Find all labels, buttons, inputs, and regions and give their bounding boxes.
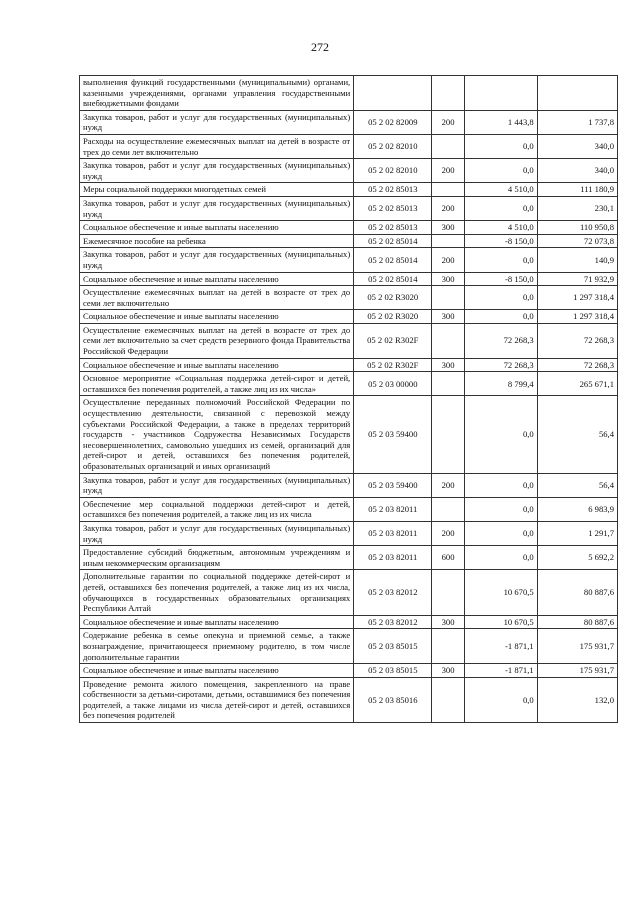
row-amount-change-cell: 0,0 [464,134,537,158]
table-row [80,234,618,248]
row-amount-total-cell: 72 268,3 [537,358,617,372]
row-code-cell: 05 2 02 85013 [354,183,432,197]
row-code-cell: 05 2 02 82010 [354,134,432,158]
row-expense-type-cell [432,570,464,615]
row-amount-total-cell: 175 931,7 [537,664,617,678]
budget-table [79,75,618,723]
table-row [80,358,618,372]
row-amount-total-cell: 1 297 318,4 [537,310,617,324]
row-amount-change-cell: 0,0 [464,159,537,183]
row-name-cell: выполнения функций государственными (муниципальными) органами, казенными учреждениями, органами управления государственными внебюджетными фондами [80,76,354,111]
table-row [80,248,618,272]
row-expense-type-cell [432,372,464,396]
row-code-cell: 05 2 03 59400 [354,473,432,497]
row-name-cell: Закупка товаров, работ и услуг для государственных (муниципальных) нужд [80,196,354,220]
row-name-cell: Закупка товаров, работ и услуг для государственных (муниципальных) нужд [80,248,354,272]
row-amount-change-cell: -1 871,1 [464,629,537,664]
table-row [80,497,618,521]
row-amount-change-cell: 4 510,0 [464,183,537,197]
row-amount-total-cell: 265 671,1 [537,372,617,396]
row-amount-change-cell: 10 670,5 [464,615,537,629]
row-amount-total-cell: 1 297 318,4 [537,286,617,310]
row-amount-change-cell: 0,0 [464,497,537,521]
table-row [80,396,618,473]
row-amount-total-cell: 80 887,6 [537,615,617,629]
row-expense-type-cell [432,76,464,111]
row-amount-change-cell: 0,0 [464,396,537,473]
row-expense-type-cell: 600 [432,546,464,570]
row-expense-type-cell: 200 [432,159,464,183]
row-name-cell: Социальное обеспечение и иные выплаты населению [80,664,354,678]
row-amount-change-cell: 0,0 [464,310,537,324]
row-name-cell: Осуществление ежемесячных выплат на детей в возрасте от трех до семи лет включительно [80,286,354,310]
row-amount-change-cell: 8 799,4 [464,372,537,396]
row-name-cell: Дополнительные гарантии по социальной поддержке детей-сирот и детей, оставшихся без попечения родителей, а также лиц из их числа, обучающихся в государственных образовательных организациях Республики Алтай [80,570,354,615]
row-code-cell: 05 2 03 85016 [354,677,432,722]
row-name-cell: Ежемесячное пособие на ребенка [80,234,354,248]
table-row [80,286,618,310]
row-expense-type-cell [432,629,464,664]
row-expense-type-cell: 200 [432,196,464,220]
row-code-cell: 05 2 02 R302F [354,323,432,358]
table-row [80,473,618,497]
row-name-cell: Социальное обеспечение и иные выплаты населению [80,358,354,372]
row-amount-total-cell: 71 932,9 [537,272,617,286]
row-amount-total-cell: 175 931,7 [537,629,617,664]
row-expense-type-cell: 200 [432,110,464,134]
row-name-cell: Содержание ребенка в семье опекуна и приемной семье, а также вознаграждение, причитающееся приемному родителю, в том числе дополнительные гарантии [80,629,354,664]
row-amount-change-cell: 0,0 [464,677,537,722]
row-code-cell: 05 2 03 82011 [354,546,432,570]
row-name-cell: Социальное обеспечение и иные выплаты населению [80,221,354,235]
row-code-cell: 05 2 02 R302F [354,358,432,372]
table-row [80,183,618,197]
row-code-cell: 05 2 03 82011 [354,521,432,545]
row-amount-change-cell: 72 268,3 [464,358,537,372]
row-expense-type-cell [432,183,464,197]
row-name-cell: Социальное обеспечение и иные выплаты населению [80,615,354,629]
row-amount-change-cell: 0,0 [464,286,537,310]
row-code-cell: 05 2 02 R3020 [354,310,432,324]
row-amount-change-cell: 4 510,0 [464,221,537,235]
row-code-cell [354,76,432,111]
row-expense-type-cell [432,323,464,358]
row-expense-type-cell: 200 [432,473,464,497]
row-code-cell: 05 2 03 59400 [354,396,432,473]
row-amount-total-cell: 230,1 [537,196,617,220]
row-amount-total-cell: 6 983,9 [537,497,617,521]
row-expense-type-cell [432,234,464,248]
row-expense-type-cell [432,497,464,521]
row-amount-total-cell: 72 073,8 [537,234,617,248]
row-amount-change-cell: 0,0 [464,248,537,272]
row-amount-change-cell [464,76,537,111]
row-name-cell: Проведение ремонта жилого помещения, закрепленного на праве собственности за детьми-сиротами, детьми, оставшимися без попечения родителей, а также лицами из числа детей-сирот и детей, оставшихся без попечения родителей [80,677,354,722]
row-expense-type-cell: 300 [432,615,464,629]
row-expense-type-cell: 300 [432,664,464,678]
table-row [80,196,618,220]
row-amount-change-cell: 1 443,8 [464,110,537,134]
table-row [80,521,618,545]
table-row [80,272,618,286]
table-row [80,615,618,629]
table-row [80,159,618,183]
row-amount-change-cell: -1 871,1 [464,664,537,678]
row-amount-total-cell: 1 737,8 [537,110,617,134]
row-name-cell: Предоставление субсидий бюджетным, автономным учреждениям и иным некоммерческим организациям [80,546,354,570]
row-amount-total-cell: 111 180,9 [537,183,617,197]
row-expense-type-cell [432,286,464,310]
row-name-cell: Обеспечение мер социальной поддержки детей-сирот и детей, оставшихся без попечения родителей, а также лиц из их числа [80,497,354,521]
row-amount-total-cell [537,76,617,111]
row-expense-type-cell: 300 [432,221,464,235]
row-amount-total-cell: 132,0 [537,677,617,722]
row-amount-change-cell: 0,0 [464,521,537,545]
row-amount-change-cell: -8 150,0 [464,272,537,286]
row-name-cell: Закупка товаров, работ и услуг для государственных (муниципальных) нужд [80,521,354,545]
table-row [80,323,618,358]
row-code-cell: 05 2 02 85013 [354,221,432,235]
row-expense-type-cell: 300 [432,358,464,372]
row-code-cell: 05 2 02 85013 [354,196,432,220]
row-expense-type-cell [432,677,464,722]
table-row [80,664,618,678]
table-row [80,546,618,570]
row-code-cell: 05 2 02 R3020 [354,286,432,310]
row-amount-change-cell: 10 670,5 [464,570,537,615]
row-amount-change-cell: 0,0 [464,546,537,570]
row-amount-total-cell: 80 887,6 [537,570,617,615]
row-amount-change-cell: -8 150,0 [464,234,537,248]
table-row [80,134,618,158]
budget-table-body [80,76,618,723]
row-code-cell: 05 2 03 00000 [354,372,432,396]
row-expense-type-cell: 300 [432,310,464,324]
row-code-cell: 05 2 02 85014 [354,272,432,286]
table-row [80,629,618,664]
row-code-cell: 05 2 02 85014 [354,234,432,248]
row-code-cell: 05 2 02 82010 [354,159,432,183]
row-name-cell: Осуществление ежемесячных выплат на детей в возрасте от трех до семи лет включительно за счет средств резервного фонда Правительства Российской Федерации [80,323,354,358]
table-row [80,76,618,111]
row-name-cell: Расходы на осуществление ежемесячных выплат на детей в возрасте от трех до семи лет включительно [80,134,354,158]
table-row [80,110,618,134]
row-amount-change-cell: 72 268,3 [464,323,537,358]
row-code-cell: 05 2 03 85015 [354,629,432,664]
page-number: 272 [311,40,329,54]
row-amount-total-cell: 56,4 [537,396,617,473]
table-row [80,570,618,615]
table-row [80,221,618,235]
row-code-cell: 05 2 03 82012 [354,570,432,615]
row-code-cell: 05 2 02 82009 [354,110,432,134]
row-amount-total-cell: 1 291,7 [537,521,617,545]
row-amount-total-cell: 340,0 [537,159,617,183]
row-expense-type-cell [432,396,464,473]
row-expense-type-cell [432,134,464,158]
row-expense-type-cell: 200 [432,248,464,272]
row-amount-total-cell: 110 950,8 [537,221,617,235]
row-amount-total-cell: 340,0 [537,134,617,158]
row-code-cell: 05 2 02 85014 [354,248,432,272]
row-name-cell: Закупка товаров, работ и услуг для государственных (муниципальных) нужд [80,110,354,134]
row-name-cell: Социальное обеспечение и иные выплаты населению [80,272,354,286]
table-row [80,677,618,722]
row-name-cell: Закупка товаров, работ и услуг для государственных (муниципальных) нужд [80,159,354,183]
row-expense-type-cell: 200 [432,521,464,545]
row-code-cell: 05 2 03 85015 [354,664,432,678]
table-row [80,372,618,396]
row-amount-total-cell: 56,4 [537,473,617,497]
row-amount-total-cell: 5 692,2 [537,546,617,570]
row-name-cell: Осуществление переданных полномочий Российской Федерации по осуществлению деятельности, связанной с перевозкой между субъектами Российской Федерации, а также в пределах территорий государств - участников Содружества Независимых Государств несовершеннолетних, самовольно ушедших из семей, организаций для детей-сирот и детей, оставшихся без попечения родителей, образовательных организаций и иных организаций [80,396,354,473]
row-name-cell: Социальное обеспечение и иные выплаты населению [80,310,354,324]
table-row [80,310,618,324]
row-amount-total-cell: 72 268,3 [537,323,617,358]
row-amount-total-cell: 140,9 [537,248,617,272]
row-name-cell: Основное мероприятие «Социальная поддержка детей-сирот и детей, оставшихся без попечения родителей, а также лиц из их числа» [80,372,354,396]
row-expense-type-cell: 300 [432,272,464,286]
row-name-cell: Закупка товаров, работ и услуг для государственных (муниципальных) нужд [80,473,354,497]
row-name-cell: Меры социальной поддержки многодетных семей [80,183,354,197]
row-code-cell: 05 2 03 82012 [354,615,432,629]
row-amount-change-cell: 0,0 [464,473,537,497]
row-code-cell: 05 2 03 82011 [354,497,432,521]
row-amount-change-cell: 0,0 [464,196,537,220]
